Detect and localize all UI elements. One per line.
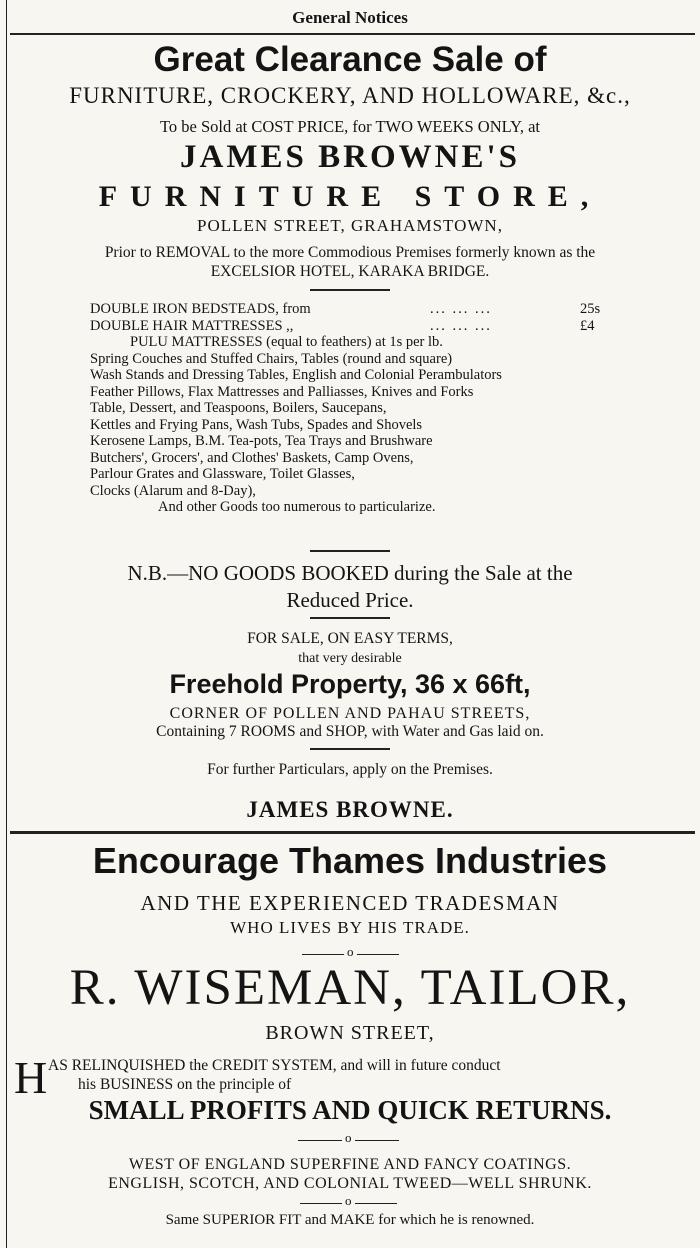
ad2-headline: Encourage Thames Industries [92,840,608,881]
ad1-removal-line1: Prior to REMOVAL to the more Commodious Premises formerly known as the [104,244,596,261]
drop-cap: H [14,1052,48,1103]
ad2-closing: Same SUPERIOR FIT and MAKE for which he is renowned. [165,1212,535,1228]
ornament-rule-right [355,1140,399,1141]
ornament-rule-left [298,1140,342,1141]
list-item: Feather Pillows, Flax Mattresses and Palliasses, Knives and Forks [90,383,474,400]
ad2-body-line1: AS RELINQUISHED the CREDIT SYSTEM, and will in future conduct [48,1057,501,1074]
ad2-goods-line2: ENGLISH, SCOTCH, AND COLONIAL TWEED—WELL SHRUNK. [108,1175,592,1192]
ad-divider [10,831,695,834]
ornament-rule-left [302,954,344,955]
ad1-terms: To be Sold at COST PRICE, for TWO WEEKS ONLY, at [159,117,541,136]
ad1-store-name: FURNITURE STORE, [98,180,602,213]
short-rule [310,748,390,750]
tailor-name: R. WISEMAN, TAILOR, [69,960,631,1016]
list-item: Spring Couches and Stuffed Chairs, Tables (round and square) [90,350,453,367]
ad1-business-name: JAMES BROWNE'S [180,139,520,175]
ornament-o: o [347,944,354,959]
short-rule [310,617,390,619]
ad1-headline: Great Clearance Sale of [153,40,547,79]
property-containing: Containing 7 ROOMS and SHOP, with Water and Gas laid on. [156,723,544,740]
ornament-rule-right [357,954,399,955]
ad2-slogan: SMALL PROFITS AND QUICK RETURNS. [88,1095,612,1125]
list-item: Parlour Grates and Glassware, Toilet Glasses, [90,466,355,482]
short-rule [310,550,390,552]
ornament-o: o [345,1130,352,1145]
property-title: Freehold Property, 36 x 66ft, [169,669,531,699]
section-title: General Notices [292,8,408,27]
pulu-line: PULU MATTRESSES (equal to feathers) at 1s per lb. [130,334,443,350]
header-rule [10,33,695,35]
nb-line2: Reduced Price. [286,588,414,612]
list-item: Butchers', Grocers', and Clothes' Baskets, Camp Ovens, [90,449,414,466]
ad2-body-line2: his BUSINESS on the principle of [78,1076,292,1093]
list-closing: And other Goods too numerous to particularize. [158,499,436,515]
ad2-line2: AND THE EXPERIENCED TRADESMAN [140,891,560,915]
ad1-removal-line2: EXCELSIOR HOTEL, KARAKA BRIDGE. [210,263,490,280]
tailor-street: BROWN STREET, [265,1022,435,1044]
priced-item: DOUBLE HAIR MATTRESSES ,, ... ... ... £4 [90,317,595,334]
list-item: Wash Stands and Dressing Tables, English and Colonial Perambulators [90,367,502,383]
list-item: Kettles and Frying Pans, Wash Tubs, Spades and Shovels [90,416,423,433]
ad1-subhead: FURNITURE, CROCKERY, AND HOLLOWARE, &c., [69,83,631,108]
particulars: For further Particulars, apply on the Premises. [207,761,493,778]
ad1-signature: JAMES BROWNE. [246,797,454,822]
ad2-line3: WHO LIVES BY HIS TRADE. [230,918,470,937]
list-item: Kerosene Lamps, B.M. Tea-pots, Tea Trays and Brushware [90,433,433,449]
ad2-goods-line1: WEST OF ENGLAND SUPERFINE AND FANCY COATINGS. [128,1156,572,1173]
nb-line1: N.B.—NO GOODS BOOKED during the Sale at the [127,561,573,585]
sale-terms: FOR SALE, ON EASY TERMS, [247,630,453,647]
ornament-rule-left [300,1203,342,1204]
sale-desirable: that very desirable [298,651,402,666]
ornament-rule-right [355,1203,397,1204]
list-item: Table, Dessert, and Teaspoons, Boilers, Saucepans, [90,400,387,416]
short-rule [310,289,390,291]
property-corner: CORNER OF POLLEN AND PAHAU STREETS, [169,705,531,722]
goods-list [90,301,690,516]
ad1-address: POLLEN STREET, GRAHAMSTOWN, [197,216,503,235]
ornament-o: o [345,1193,352,1208]
priced-item: DOUBLE IRON BEDSTEADS, from ... ... ... 25s [90,301,601,317]
list-item: Clocks (Alarum and 8-Day), [90,482,256,499]
